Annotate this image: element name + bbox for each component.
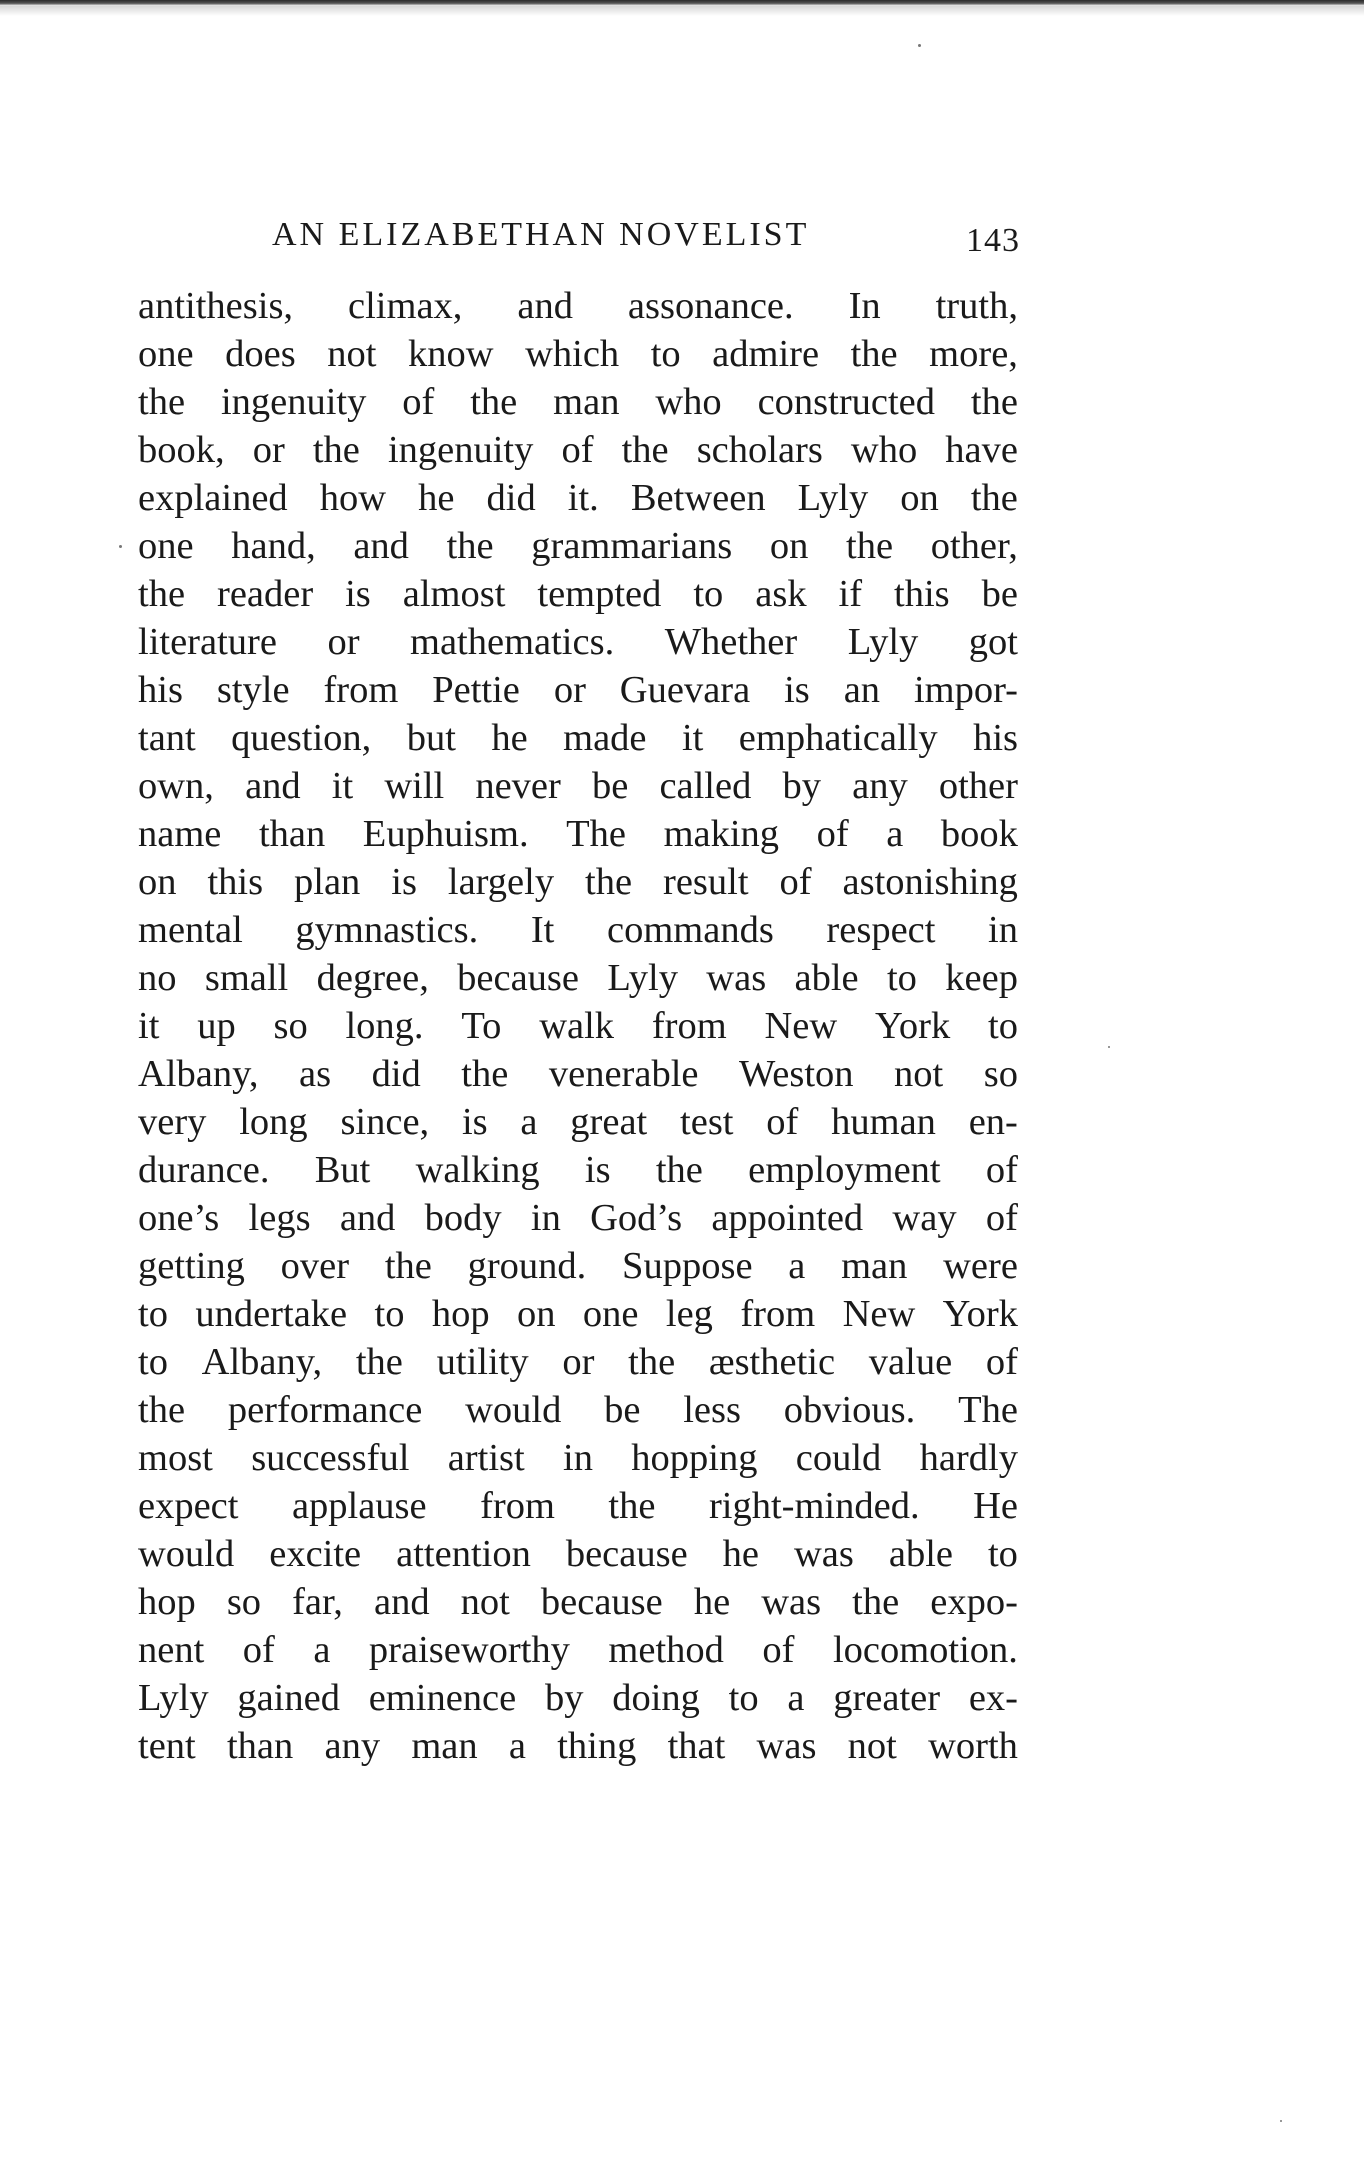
text-line <box>138 330 1018 378</box>
word: Lyly <box>607 957 678 999</box>
word: of <box>242 1629 275 1671</box>
word: made <box>563 717 647 759</box>
word: the <box>852 1581 900 1623</box>
word: how <box>319 477 387 519</box>
word: he <box>722 1533 760 1575</box>
text-line <box>138 618 1018 666</box>
word: from <box>740 1293 816 1335</box>
word: his <box>973 717 1018 759</box>
text-line <box>138 1194 1018 1242</box>
word: did <box>486 477 536 519</box>
word: to <box>138 1341 168 1383</box>
word: doing <box>612 1677 700 1719</box>
word: antithesis, <box>138 285 294 327</box>
word: applause <box>291 1485 427 1527</box>
word: did <box>371 1053 421 1095</box>
word: respect <box>826 909 936 951</box>
word: tent <box>138 1725 196 1767</box>
word: durance. <box>138 1149 270 1191</box>
word: impor- <box>913 669 1018 711</box>
word: walking <box>415 1149 540 1191</box>
word: employment <box>748 1149 941 1191</box>
text-line <box>138 1722 1018 1770</box>
word: ex- <box>968 1677 1018 1719</box>
word: any <box>852 765 908 807</box>
word: because <box>457 957 580 999</box>
word: The <box>566 813 626 855</box>
text-line <box>138 522 1018 570</box>
word: and <box>374 1581 430 1623</box>
word: would <box>465 1389 562 1431</box>
word: expect <box>138 1485 239 1527</box>
word: any <box>324 1725 381 1767</box>
word: will <box>384 765 445 807</box>
text-line <box>138 1242 1018 1290</box>
word: almost <box>402 573 506 615</box>
word: New <box>764 1005 838 1047</box>
text-line <box>138 1674 1018 1722</box>
word: to <box>728 1677 759 1719</box>
word: truth, <box>935 285 1018 327</box>
word: constructed <box>757 381 936 423</box>
word: this <box>894 573 950 615</box>
word: mental <box>138 909 243 951</box>
word: to <box>987 1533 1018 1575</box>
word: on <box>900 477 939 519</box>
running-head-title: AN ELIZABETHAN NOVELIST <box>272 216 810 253</box>
scan-speck <box>1280 2120 1282 2122</box>
word: does <box>225 333 296 375</box>
word: successful <box>251 1437 410 1479</box>
word: of <box>985 1197 1018 1239</box>
word: of <box>766 1101 799 1143</box>
word: locomotion. <box>832 1629 1018 1671</box>
word: question, <box>231 717 372 759</box>
word: as <box>298 1053 332 1095</box>
word: æsthetic <box>708 1341 836 1383</box>
word: expo- <box>930 1581 1018 1623</box>
word: astonishing <box>842 861 1018 903</box>
word: one <box>138 333 194 375</box>
word: nent <box>138 1629 205 1671</box>
word: artist <box>447 1437 525 1479</box>
word: scholars <box>696 429 823 471</box>
text-line <box>138 1482 1018 1530</box>
word: mathematics. <box>410 621 615 663</box>
word: body <box>424 1197 502 1239</box>
word: own, <box>138 765 214 807</box>
text-line <box>138 1578 1018 1626</box>
text-line <box>138 426 1018 474</box>
word: and <box>517 285 573 327</box>
word: Guevara <box>619 669 751 711</box>
word: of <box>779 861 812 903</box>
word: the <box>355 1341 403 1383</box>
text-line <box>138 1098 1018 1146</box>
word: degree, <box>316 957 429 999</box>
body-text <box>138 282 1018 1770</box>
word: but <box>406 717 456 759</box>
word: praiseworthy <box>368 1629 570 1671</box>
word: or <box>553 669 586 711</box>
word: very <box>138 1101 207 1143</box>
word: up <box>197 1005 236 1047</box>
word: hop <box>138 1581 196 1623</box>
word: book <box>940 813 1018 855</box>
word: en- <box>968 1101 1018 1143</box>
word: the <box>585 861 633 903</box>
word: because <box>565 1533 688 1575</box>
word: on <box>517 1293 556 1335</box>
word: one <box>582 1293 639 1335</box>
word: style <box>216 669 290 711</box>
text-line <box>138 1002 1018 1050</box>
word: Suppose <box>622 1245 753 1287</box>
word: Lyly <box>797 477 869 519</box>
word: ingenuity <box>387 429 534 471</box>
word: ingenuity <box>220 381 367 423</box>
word: Weston <box>739 1053 854 1095</box>
word: Pettie <box>432 669 520 711</box>
running-head <box>272 210 1022 260</box>
word: a <box>520 1101 538 1143</box>
word: the <box>138 381 186 423</box>
word: less <box>683 1389 741 1431</box>
text-line <box>138 1338 1018 1386</box>
word: human <box>831 1101 936 1143</box>
text-line <box>138 1626 1018 1674</box>
word: New <box>842 1293 916 1335</box>
word: literature <box>138 621 277 663</box>
word: grammarians <box>531 525 733 567</box>
word: venerable <box>548 1053 699 1095</box>
word: Euphuism. <box>362 813 529 855</box>
word: way <box>892 1197 957 1239</box>
word: of <box>762 1629 795 1671</box>
word: to <box>138 1293 168 1335</box>
word: result <box>663 861 749 903</box>
word: York <box>874 1005 951 1047</box>
word: leg <box>665 1293 713 1335</box>
word: right-minded. <box>708 1485 920 1527</box>
page-number: 143 <box>966 222 1020 259</box>
word: In <box>848 285 881 327</box>
word: the <box>850 333 898 375</box>
text-line <box>138 810 1018 858</box>
word: method <box>608 1629 724 1671</box>
text-line <box>138 474 1018 522</box>
word: is <box>784 669 810 711</box>
word: the <box>470 381 518 423</box>
word: it <box>138 1005 160 1047</box>
word: be <box>591 765 629 807</box>
word: To <box>461 1005 502 1047</box>
word: legs <box>248 1197 311 1239</box>
word: in <box>988 909 1018 951</box>
word: his <box>138 669 183 711</box>
word: the <box>621 429 669 471</box>
word: by <box>544 1677 584 1719</box>
word: emphatically <box>738 717 938 759</box>
word: a <box>886 813 904 855</box>
word: attention <box>396 1533 531 1575</box>
word: hand, <box>231 525 316 567</box>
word: commands <box>607 909 774 951</box>
word: The <box>958 1389 1018 1431</box>
text-line <box>138 906 1018 954</box>
word: a <box>313 1629 331 1671</box>
word: the <box>138 1389 186 1431</box>
word: it <box>331 765 354 807</box>
word: or <box>327 621 360 663</box>
word: most <box>138 1437 213 1479</box>
word: test <box>680 1101 734 1143</box>
word: to <box>988 1005 1018 1047</box>
word: not <box>894 1053 944 1095</box>
word: one’s <box>138 1197 220 1239</box>
word: a <box>787 1677 805 1719</box>
word: who <box>850 429 918 471</box>
word: the <box>608 1485 656 1527</box>
word: walk <box>539 1005 615 1047</box>
word: York <box>942 1293 1018 1335</box>
word: over <box>280 1245 350 1287</box>
word: of <box>816 813 849 855</box>
word: Albany, <box>138 1053 259 1095</box>
word: to <box>886 957 917 999</box>
word: to <box>650 333 681 375</box>
word: able <box>888 1533 953 1575</box>
word: so <box>226 1581 262 1623</box>
word: was <box>761 1581 822 1623</box>
word: an <box>843 669 881 711</box>
word: But <box>314 1149 371 1191</box>
word: long <box>239 1101 308 1143</box>
word: more, <box>929 333 1018 375</box>
text-line <box>138 1386 1018 1434</box>
word: and <box>339 1197 396 1239</box>
word: thing <box>557 1725 637 1767</box>
word: be <box>981 573 1018 615</box>
word: be <box>604 1389 641 1431</box>
word: would <box>138 1533 235 1575</box>
word: he <box>693 1581 731 1623</box>
text-line <box>138 762 1018 810</box>
word: the <box>628 1341 676 1383</box>
word: hardly <box>919 1437 1018 1479</box>
word: the <box>461 1053 509 1095</box>
word: excite <box>269 1533 362 1575</box>
word: hopping <box>631 1437 758 1479</box>
page-top-shadow <box>0 6 1364 16</box>
word: if <box>838 573 863 615</box>
text-line <box>138 1290 1018 1338</box>
word: or <box>252 429 285 471</box>
word: not <box>327 333 377 375</box>
word: the <box>138 573 186 615</box>
word: the <box>446 525 494 567</box>
word: so <box>273 1005 308 1047</box>
word: obvious. <box>783 1389 916 1431</box>
word: assonance. <box>627 285 794 327</box>
word: he <box>491 717 528 759</box>
word: know <box>407 333 494 375</box>
text-line <box>138 954 1018 1002</box>
word: not <box>460 1581 510 1623</box>
word: and <box>353 525 409 567</box>
word: Lyly <box>138 1677 209 1719</box>
text-line <box>138 1050 1018 1098</box>
word: by <box>782 765 821 807</box>
word: which <box>525 333 620 375</box>
word: it <box>681 717 704 759</box>
word: from <box>480 1485 555 1527</box>
word: was <box>794 1533 854 1575</box>
text-line <box>138 570 1018 618</box>
word: one <box>138 525 194 567</box>
word: long. <box>345 1005 424 1047</box>
text-line <box>138 1146 1018 1194</box>
word: Whether <box>664 621 798 663</box>
text-line <box>138 714 1018 762</box>
text-line <box>138 1434 1018 1482</box>
word: and <box>245 765 301 807</box>
word: Albany, <box>201 1341 323 1383</box>
text-line <box>138 282 1018 330</box>
word: utility <box>436 1341 529 1383</box>
word: It <box>530 909 555 951</box>
word: than <box>258 813 326 855</box>
word: who <box>655 381 722 423</box>
word: from <box>651 1005 727 1047</box>
word: have <box>945 429 1018 471</box>
word: making <box>663 813 780 855</box>
word: was <box>756 1725 817 1767</box>
word: name <box>138 813 222 855</box>
word: man <box>411 1725 478 1767</box>
word: got <box>968 621 1018 663</box>
word: plan <box>294 861 361 903</box>
word: ask <box>755 573 807 615</box>
text-line <box>138 858 1018 906</box>
word: man <box>553 381 620 423</box>
word: in <box>563 1437 593 1479</box>
word: is <box>391 861 417 903</box>
word: this <box>207 861 264 903</box>
word: the <box>655 1149 703 1191</box>
word: never <box>475 765 561 807</box>
word: he <box>418 477 455 519</box>
word: tempted <box>537 573 662 615</box>
word: than <box>226 1725 294 1767</box>
word: appointed <box>711 1197 864 1239</box>
word: so <box>983 1053 1018 1095</box>
word: of <box>402 381 435 423</box>
word: was <box>706 957 767 999</box>
word: tant <box>138 717 196 759</box>
word: a <box>788 1245 806 1287</box>
word: in <box>530 1197 561 1239</box>
word: other, <box>930 525 1018 567</box>
word: since, <box>340 1101 430 1143</box>
word: it. <box>567 477 599 519</box>
word: is <box>461 1101 488 1143</box>
word: great <box>570 1101 648 1143</box>
text-line <box>138 1530 1018 1578</box>
word: small <box>204 957 289 999</box>
text-line <box>138 378 1018 426</box>
word: God’s <box>590 1197 683 1239</box>
word: to <box>693 573 724 615</box>
word: a <box>508 1725 526 1767</box>
word: worth <box>928 1725 1018 1767</box>
word: gained <box>237 1677 340 1719</box>
word: the <box>970 381 1018 423</box>
word: undertake <box>195 1293 348 1335</box>
word: largely <box>447 861 555 903</box>
word: is <box>584 1149 611 1191</box>
word: on <box>769 525 809 567</box>
text-line <box>138 666 1018 714</box>
word: because <box>540 1581 663 1623</box>
word: to <box>374 1293 405 1335</box>
word: greater <box>833 1677 941 1719</box>
word: book, <box>138 429 225 471</box>
word: value <box>868 1341 953 1383</box>
word: able <box>794 957 859 999</box>
word: far, <box>292 1581 343 1623</box>
word: eminence <box>368 1677 517 1719</box>
word: of <box>985 1149 1018 1191</box>
word: of <box>985 1341 1018 1383</box>
word: man <box>841 1245 908 1287</box>
scan-speck <box>918 44 921 47</box>
word: ground. <box>467 1245 587 1287</box>
word: is <box>345 573 371 615</box>
word: other <box>938 765 1018 807</box>
scan-speck <box>119 545 122 548</box>
word: called <box>659 765 752 807</box>
word: of <box>561 429 594 471</box>
word: that <box>667 1725 726 1767</box>
word: on <box>138 861 177 903</box>
word: the <box>384 1245 432 1287</box>
word: or <box>562 1341 595 1383</box>
word: performance <box>227 1389 423 1431</box>
word: Between <box>630 477 766 519</box>
word: hop <box>431 1293 490 1335</box>
word: Lyly <box>847 621 919 663</box>
word: no <box>138 957 177 999</box>
word: He <box>973 1485 1018 1527</box>
word: the <box>846 525 894 567</box>
word: reader <box>217 573 314 615</box>
word: climax, <box>348 285 463 327</box>
word: keep <box>945 957 1018 999</box>
word: gymnastics. <box>295 909 479 951</box>
scan-speck <box>1108 1046 1110 1048</box>
word: were <box>943 1245 1018 1287</box>
word: the <box>970 477 1018 519</box>
word: the <box>312 429 360 471</box>
word: getting <box>138 1245 245 1287</box>
word: from <box>323 669 399 711</box>
word: admire <box>712 333 820 375</box>
word: could <box>795 1437 882 1479</box>
word: not <box>847 1725 897 1767</box>
word: explained <box>138 477 288 519</box>
